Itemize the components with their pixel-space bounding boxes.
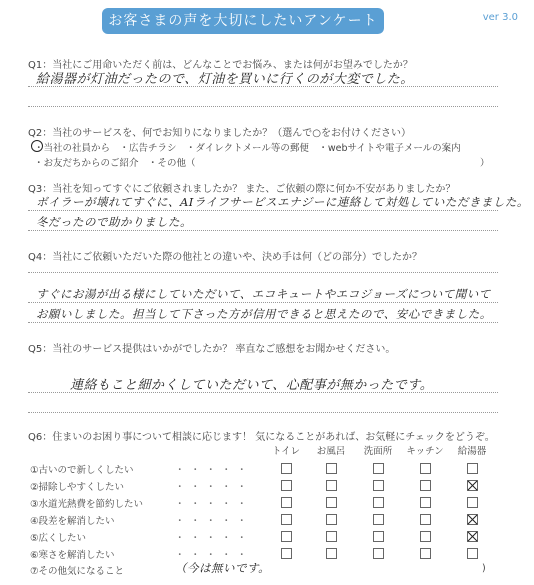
q3-answer-line1[interactable]: ボイラーが壊れてすぐに、AIライフサービスエナジーに連絡して対処していただきました。 xyxy=(36,195,529,209)
version-label: ver 3.0 xyxy=(482,12,518,23)
q1-question: Q1：当社にご用命いただく前は、どんなことでお悩み、または何がお望みでしたか？ xyxy=(28,60,413,71)
checkbox[interactable] xyxy=(420,514,431,525)
checkbox[interactable] xyxy=(420,548,431,559)
survey-title: お客さまの声を大切にしたいアンケート xyxy=(102,8,384,34)
checkbox[interactable] xyxy=(467,463,478,474)
row-label: ⑥寒さを解消したい xyxy=(30,550,115,561)
q5-rule-2 xyxy=(28,412,498,413)
row-label: ②掃除しやすくしたい xyxy=(30,482,125,493)
leader-dots: ・・・・・ xyxy=(175,516,253,527)
checkbox[interactable] xyxy=(326,497,337,508)
checkbox[interactable] xyxy=(373,497,384,508)
q5-question: Q5：当社のサービス提供はいかがでしたか？ 率直なご感想をお聞かせください。 xyxy=(28,344,396,355)
col-header-bath: お風呂 xyxy=(316,446,346,457)
q6-question: Q6：住まいのお困り事について相談に応じます！ 気になることがあれば、お気軽にチェックをどうぞ。 xyxy=(28,432,495,443)
q3-question: Q3：当社を知ってすぐにご依頼されましたか？ また、ご依頼の際に何か不安がありましたか？ xyxy=(28,184,456,195)
checkbox[interactable] xyxy=(281,514,292,525)
leader-dots: ・・・・・ xyxy=(175,482,253,493)
leader-dots: ・・・・・ xyxy=(175,550,253,561)
checkbox[interactable] xyxy=(326,514,337,525)
q4-answer-line2[interactable]: お願いしました。担当して下さった方が信用できると思えたので、安心できました。 xyxy=(36,307,492,321)
checkbox[interactable] xyxy=(326,463,337,474)
checkbox[interactable] xyxy=(281,463,292,474)
leader-dots: ・・・・・ xyxy=(175,533,253,544)
leader-dots: ・・・・・ xyxy=(175,499,253,510)
q1-rule-2 xyxy=(28,106,498,107)
row-label: ③水道光熱費を節約したい xyxy=(30,499,144,510)
checkbox[interactable] xyxy=(281,497,292,508)
q4-rule-2 xyxy=(28,302,498,303)
checkbox[interactable] xyxy=(420,531,431,542)
col-header-kitchen: キッチン xyxy=(406,446,444,457)
q4-rule-1 xyxy=(28,272,498,273)
q4-rule-3 xyxy=(28,322,498,323)
q4-question: Q4：当社にご依頼いただいた際の他社との違いや、決め手は何（どの部分）でしたか？ xyxy=(28,252,423,263)
checkbox[interactable] xyxy=(326,548,337,559)
checkbox[interactable] xyxy=(373,514,384,525)
checkbox[interactable] xyxy=(281,480,292,491)
q5-answer[interactable]: 連絡もこと細かくしていただいて、心配事が無かったです。 xyxy=(70,378,434,393)
row-label: ⑤広くしたい xyxy=(30,533,87,544)
checkbox[interactable] xyxy=(467,497,478,508)
checkbox[interactable] xyxy=(467,531,478,542)
q2-options-line2: ・お友だちからのご紹介 ・その他（ xyxy=(34,158,196,169)
leader-dots: ・・・・・ xyxy=(175,465,253,476)
checkbox[interactable] xyxy=(420,480,431,491)
other-paren-close: ) xyxy=(482,563,486,574)
checkbox[interactable] xyxy=(467,480,478,491)
row-label: ④段差を解消したい xyxy=(30,516,115,527)
checkbox[interactable] xyxy=(326,480,337,491)
col-header-washroom: 洗面所 xyxy=(363,446,393,457)
row-label: ①古いので新しくしたい xyxy=(30,465,134,476)
row-label-other: ⑦その他気になること xyxy=(30,566,125,577)
checkbox[interactable] xyxy=(281,531,292,542)
checkbox[interactable] xyxy=(420,463,431,474)
checkbox[interactable] xyxy=(467,514,478,525)
q3-answer-line2[interactable]: 冬だったので助かりました。 xyxy=(36,215,192,229)
q3-rule-2 xyxy=(28,230,498,231)
q1-rule-1 xyxy=(28,86,498,87)
q1-answer[interactable]: 給湯器が灯油だったので、灯油を買いに行くのが大変でした。 xyxy=(36,72,414,87)
checkbox[interactable] xyxy=(373,480,384,491)
q2-paren-close: ） xyxy=(480,158,490,169)
checkbox[interactable] xyxy=(373,463,384,474)
checkbox[interactable] xyxy=(281,548,292,559)
other-answer[interactable]: （今は無いです。 xyxy=(175,561,271,575)
checkbox[interactable] xyxy=(467,548,478,559)
col-header-water-heater: 給湯器 xyxy=(457,446,487,457)
checkbox[interactable] xyxy=(326,531,337,542)
q5-rule-1 xyxy=(28,392,498,393)
q2-question: Q2：当社のサービスを、何でお知りになりましたか？（選んで○をお付けください） xyxy=(28,128,411,139)
col-header-toilet: トイレ xyxy=(271,446,301,457)
q4-answer-line1[interactable]: すぐにお湯が出る様にしていただいて、エコキュートやエコジョーズについて聞いて xyxy=(36,287,491,301)
checkbox[interactable] xyxy=(420,497,431,508)
q3-rule-1 xyxy=(28,210,498,211)
checkbox[interactable] xyxy=(373,548,384,559)
q2-options-line1: ・当社の社員から ・広告チラシ ・ダイレクトメール等の郵便 ・webサイトや電子メールの案内 xyxy=(34,143,461,154)
checkbox[interactable] xyxy=(373,531,384,542)
